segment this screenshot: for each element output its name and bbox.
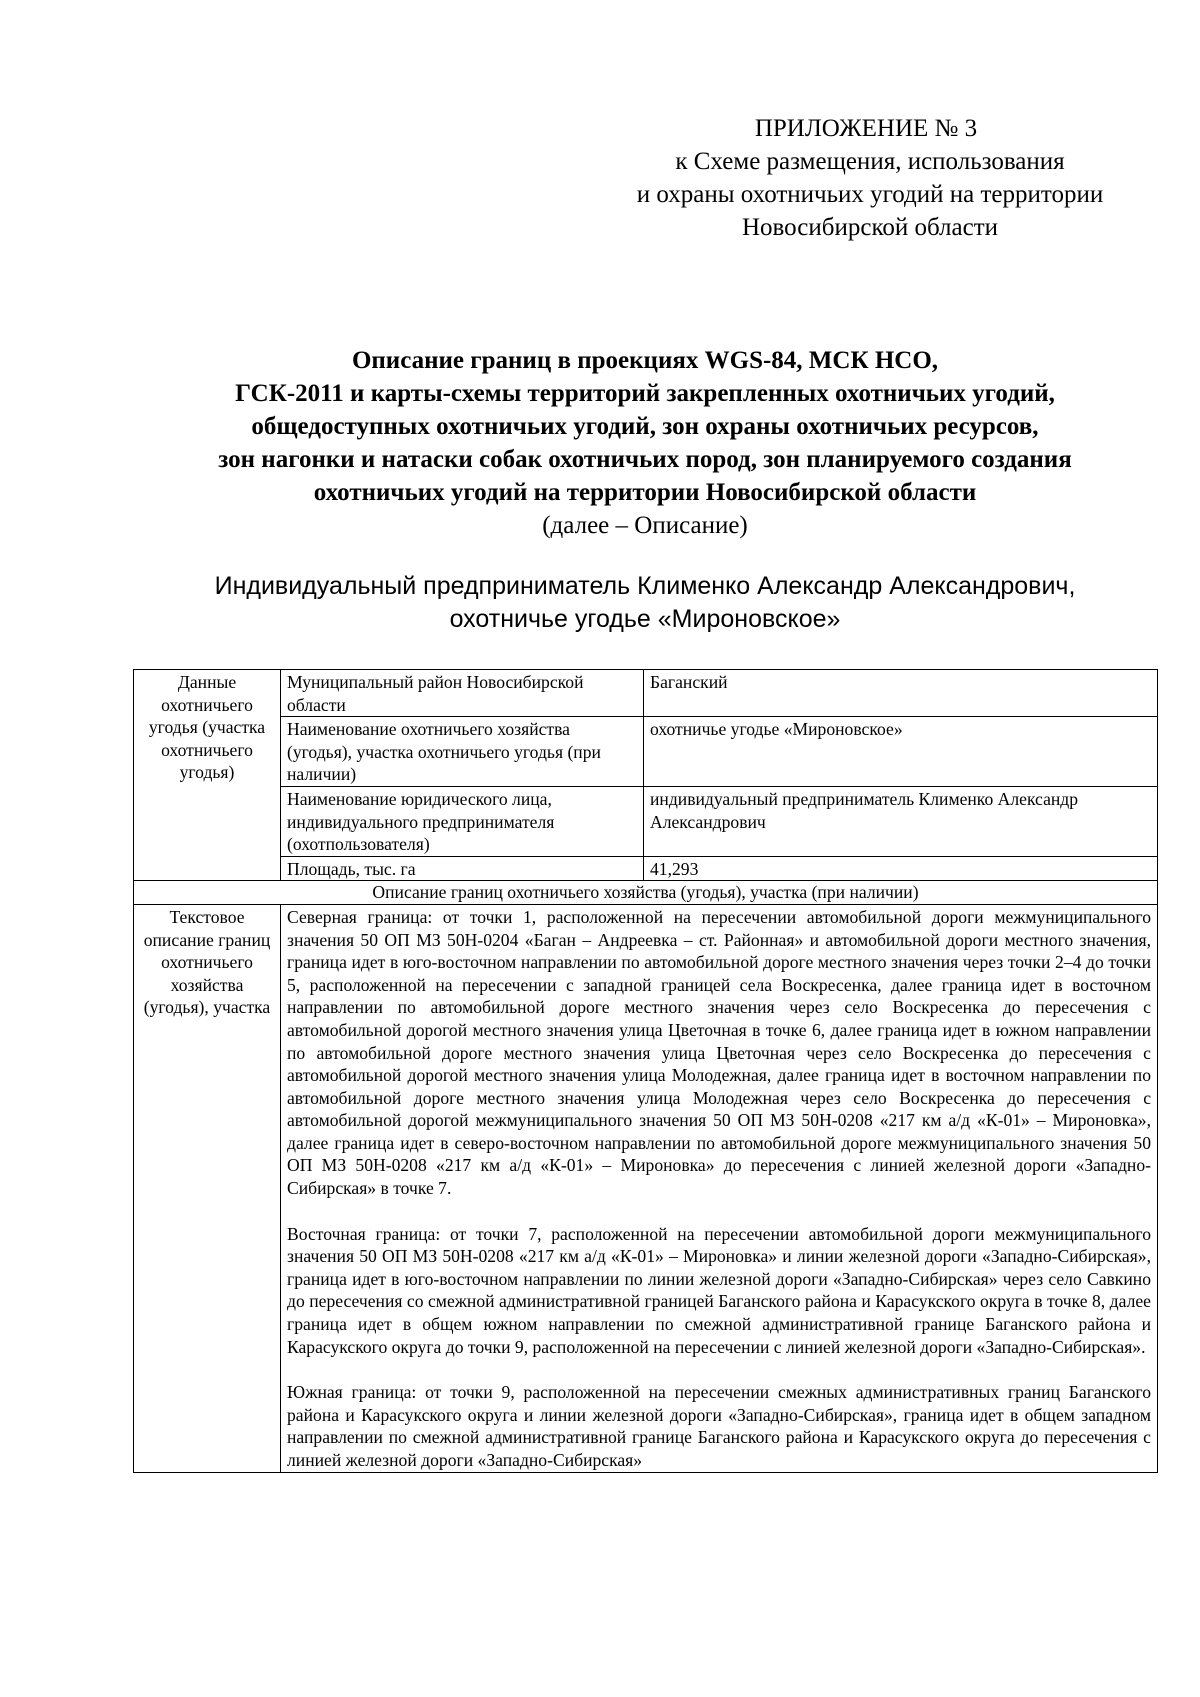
boundary-description xyxy=(281,904,1158,1472)
row-label: Наименование юридического лица, индивидуального предпринимателя (охотпользователя) xyxy=(281,786,644,856)
boundary-table xyxy=(133,669,1158,1473)
title-line: ГСК-2011 и карты-схемы территорий закрепленных охотничьих угодий, xyxy=(235,380,1055,407)
owner-heading xyxy=(120,570,1170,636)
row-value: охотничье угодье «Мироновское» xyxy=(644,717,1158,787)
owner-line: охотничье угодье «Мироновское» xyxy=(449,605,841,633)
table-row xyxy=(134,786,1158,856)
south-boundary-text: Южная граница: от точки 9, расположенной на пересечении смежных административных границ Баганского района и Карасукского округа и линии железной дороги «Западно-Сибирская», граница идет в общем западном направлении по смежной административной границе Баганского района и Карасукского округа до пересечения с линией железной дороги «Западно-Сибирская» xyxy=(287,1382,1151,1470)
title-line: зон нагонки и натаски собак охотничьих пород, зон планируемого создания xyxy=(218,446,1072,473)
table-row xyxy=(134,856,1158,881)
row-label: Муниципальный район Новосибирской области xyxy=(281,670,644,717)
owner-line: Индивидуальный предприниматель Клименко Александр Александрович, xyxy=(214,572,1076,600)
title-line: общедоступных охотничьих угодий, зон охраны охотничьих ресурсов, xyxy=(251,413,1039,440)
hunting-ground-data-label: Данные охотничьего угодья (участка охотничьего угодья) xyxy=(134,670,281,881)
row-value: 41,293 xyxy=(644,856,1158,881)
document-title xyxy=(120,344,1170,542)
appendix-line: к Схеме размещения, использования xyxy=(675,148,1065,175)
table-section-row xyxy=(134,881,1158,905)
table-row xyxy=(134,904,1158,1472)
appendix-header xyxy=(600,112,1140,244)
title-line: охотничьих угодий на территории Новосибирской области xyxy=(313,479,977,506)
appendix-number: ПРИЛОЖЕНИЕ № 3 xyxy=(754,115,978,142)
row-value: индивидуальный предприниматель Клименко Александр Александрович xyxy=(644,786,1158,856)
row-label: Наименование охотничьего хозяйства (угодья), участка охотничьего угодья (при наличии) xyxy=(281,717,644,787)
title-line: Описание границ в проекциях WGS-84, МСК НСО, xyxy=(351,347,939,374)
text-description-label: Текстовое описание границ охотничьего хозяйства (угодья), участка xyxy=(134,904,281,1472)
row-value: Баганский xyxy=(644,670,1158,717)
table-row xyxy=(134,670,1158,717)
appendix-line: и охраны охотничьих угодий на территории xyxy=(636,181,1104,208)
section-header: Описание границ охотничьего хозяйства (угодья), участка (при наличии) xyxy=(134,881,1158,905)
title-subtitle: (далее – Описание) xyxy=(542,512,748,539)
table-row xyxy=(134,717,1158,787)
north-boundary-text: Северная граница: от точки 1, расположенной на пересечении автомобильной дороги межмуниципального значения 50 ОП МЗ 50Н-0204 «Баган – Андреевка – ст. Районная» и автомобильной дороги местного значения, граница идет в юго-восточном направлении по автомобильной дороге местного значения через точки 2–4 до точки 5, расположенной на пересечении с западной границей села Воскресенка, далее граница идет в восточном направлении по автомобильной дороге местного значения через село Воскресенка до пересечения с автомобильной дорогой местного значения улица Цветочная в точке 6, далее граница идет в южном направлении по автомобильной дороге местного значения улица Цветочная через село Воскресенка до пересечения с автомобильной дорогой местного значения улица Молодежная, далее граница идет в восточном направлении по автомобильной дороге местного значения улица Молодежная через село Воскресенка до пересечения с автомобильной дорогой межмуниципального значения 50 ОП МЗ 50Н-0208 «217 км а/д «К-01» – Мироновка», далее граница идет в северо-восточном направлении по автомобильной дороге межмуниципального значения 50 ОП МЗ 50Н-0208 «217 км а/д «К-01» – Мироновка» до пересечения с линией железной дороги «Западно-Сибирская» в точке 7. xyxy=(287,906,1151,1199)
row-label: Площадь, тыс. га xyxy=(281,856,644,881)
appendix-line: Новосибирской области xyxy=(741,214,999,241)
east-boundary-text: Восточная граница: от точки 7, расположенной на пересечении автомобильной дороги межмуниципального значения 50 ОП МЗ 50Н-0208 «217 км а/д «К-01» – Мироновка» и линии железной дороги «Западно-Сибирская», граница идет в юго-восточном направлении по линии железной дороги «Западно-Сибирская» через село Савкино до пересечения со смежной административной границей Баганского района и Карасукского округа в точке 8, далее граница идет в общем южном направлении по смежной административной границе Баганского района и Карасукского округа до точки 9, расположенной на пересечении с линией железной дороги «Западно-Сибирская». xyxy=(287,1223,1151,1357)
